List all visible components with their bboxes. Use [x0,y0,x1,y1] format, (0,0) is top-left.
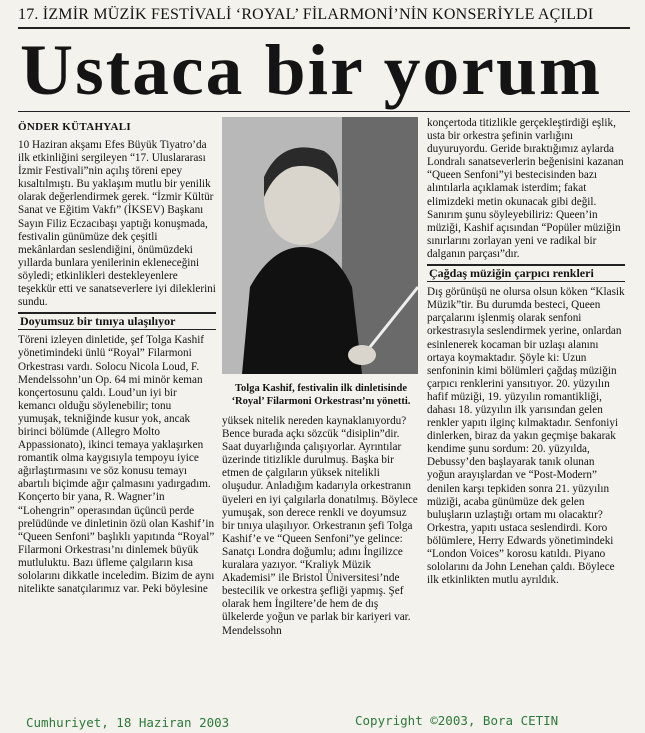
paragraph: konçertoda titizlikle gerçekleştirdiği eşlik, usta bir orkestra şefinin varlığını duyuruyordu. Geride bıraktığımız aylarda Londralı sanatseverlerin beğenisini kazanan “Queen Senfoni”yi bestecisinden bazı alıntılarla açıklamak isterdim; fakat elimizdeki metin okunacak gibi değil. Sanırım şunu söyleyebiliriz: Queen’in müziği, Kashif açısından “Popüler müziğin sınırlarını zorlayan yeni ve radikal bir dalganın parçası”dır. [427,117,624,260]
copyright-notice: Copyright ©2003, Bora CETIN [355,713,559,728]
kicker: 17. İZMİR MÜZİK FESTİVALİ ‘ROYAL’ FİLARMONİ’NİN KONSERİYLE AÇILDI [18,6,594,23]
conductor-photo [222,117,418,374]
conductor-portrait-image [222,117,418,374]
paragraph: Dış görünüşü ne olursa olsun köken “Klasik Müzik”tir. Bu durumda besteci, Queen parçalarını işlenmiş olarak senfoni orkestrasıyla seslendirmek yerine, onlardan esinlenerek kocaman bir uzlaşı alanını ortaya koymaktadır. Şöyle ki: Uzun senfoninin kimi bölümleri çağdaş müziğin çarpıcı renklerini yansıtıyor. 20. yüzyılın hafif müziği, 19. yüzyılın romantikliği, dahası 18. yüzyılın ilk yarısından gelen renkler yapıtı ilginç kılmaktadır. Senfoniyi dinlerken, biraz da yakın geçmişe bakarak kendime şunu sordum: 20. yüzyılda, Debussy’den başlayarak tanık olunan yoğun arayışlardan ve “Post-Modern” denilen karşı tepkiden sonra 21. yüzyılın müziği, acaba günümüze dek gelen buluşların uzlaştığı ortam mı olacaktır? Orkestra, yapıtı ustaca seslendirdi. Koro bölümlere, Herry Edwards yönetimindeki “London Voices” korosu katıldı. Piyano sololarını da John Lenehan çaldı. Böylece ilk etkinlikten mutlu ayrıldık. [427,286,625,587]
top-rule [18,27,630,29]
paragraph: Töreni izleyen dinletide, şef Tolga Kashif yönetimindeki ünlü “Royal” Filarmoni Orkestrası vardı. Solocu Nicola Loud, F. Mendelssohn’un Op. 64 mi minör keman konçertosunu çaldı. Loud’un iyi bir kemancı olduğu söylenebilir; tonu yumuşak, tekniğinde kusur yok, ancak birinci bölümde (Allegro Molto Appassionato), ikinci temaya yaklaşırken romantik olma kaygısıyla tempoyu iyice ağırlaştırmasını ve söz konusu temayı abartılı biçimde ağır çalmasını yadırgadım. Konçerto bir yana, R. Wagner’in “Lohengrin” operasından üçüncü perde prelüdünde ve dinletinin özü olan Kashif’in “Queen Senfoni” başlıklı yapıtında “Royal” Filarmoni Orkestrası’nı dinlemek büyük mutluluktu. Bazı üfleme çalgıların kısa sololarını dikkatle inceledim. Bizim de aynı nitelikte sanatçılarımız var. Peki böylesine [18,334,215,596]
column-1 [18,139,216,596]
byline: ÖNDER KÜTAHYALI [18,121,131,133]
source-credit: Cumhuriyet, 18 Haziran 2003 [26,715,230,730]
headline: Ustaca bir yorum [20,30,603,110]
subheading: Çağdaş müziğin çarpıcı renkleri [427,264,625,282]
subheading: Doyumsuz bir tınıya ulaşılıyor [18,312,216,330]
column-2 [222,415,418,638]
column-3 [427,117,625,587]
headline-rule [18,111,630,112]
paragraph: yüksek nitelik nereden kaynaklanıyordu? Bence burada açkı sözcük “disiplin”dir. Saat duyarlığında çalışıyorlar. Ayrıntılar üzerinde titizlikle durulmuş. Başka bir etmen de çalgıların yüksek nitelikli oluşudur. Anladığım kadarıyla orkestranın üyeleri en iyi çalgılarla donatılmış. Böylece yumuşak, son derece renkli ve doyumsuz bir tınıya ulaşılıyor. Orkestranın şefi Tolga Kashif’e ve “Queen Senfoni”ye gelince: Sanatçı Londra doğumlu; adını İngilizce kuralara yazıyor. “Kraliyk Müzik Akademisi” ile Bristol Üniversitesi’nde bestecilik ve orkestra şefliği yapmış. Şef olarak hem İngiltere’de hem de dış ülkelerde yoğun ve parlak bir kariyeri var. Mendelssohn [222,415,418,637]
paragraph: 10 Haziran akşamı Efes Büyük Tiyatro’da ilk etkinliğini sergileyen “17. Uluslararası İzmir Festivali”nin açılış töreni epey kısaltılmıştı. Bu yaklaşım mutlu bir yenilik olarak değerlendirmek gerek. “İzmir Kültür Sanat ve Eğitim Vakfı” (İKSEV) Başkanı Sayın Filiz Eczacıbaşı yaptığı konuşmada, festivalin günümüze dek çeşitli mekânlardan seslendiğini, önümüzdeki yıllarda bunlara yenilerinin ekleneceğini söyledi; etkinlikleri destekleyenlere teşekkür etti ve sanatseverlere iyi dileklerini sundu. [18,139,216,309]
photo-caption: Tolga Kashif, festivalin ilk dinletisinde ‘Royal’ Filarmoni Orkestrası’nı yönetti. [231,383,411,407]
